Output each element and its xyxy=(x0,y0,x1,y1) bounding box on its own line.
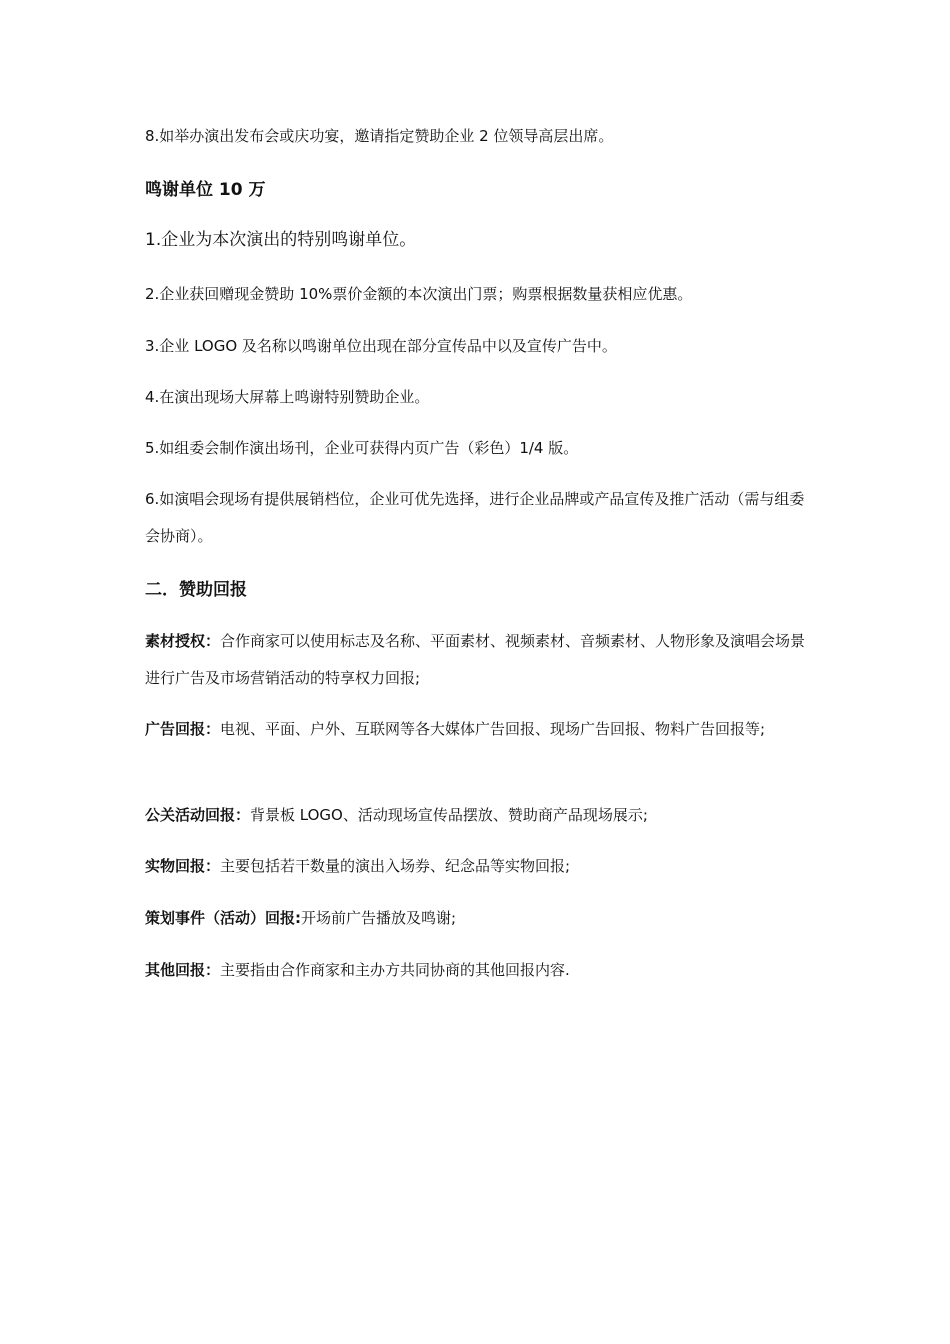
sponsor-item-8: 8.如举办演出发布会或庆功宴，邀请指定赞助企业 2 位领导高层出席。 xyxy=(145,127,614,145)
return-sep: ： xyxy=(235,806,251,824)
return-item xyxy=(145,711,810,748)
return-text: 主要包括若干数量的演出入场券、纪念品等实物回报; xyxy=(220,857,571,875)
thanks-item-6: 6.如演唱会现场有提供展销档位，企业可优先选择，进行企业品牌或产品宣传及推广活动（需与组委会协商）。 xyxy=(145,490,805,545)
return-sep: ： xyxy=(205,632,221,650)
return-text: 开场前广告播放及鸣谢; xyxy=(301,909,457,927)
return-text: 主要指由合作商家和主办方共同协商的其他回报内容. xyxy=(220,961,570,979)
return-text: 背景板 LOGO、活动现场宣传品摆放、赞助商产品现场展示; xyxy=(250,806,648,824)
return-sep: ： xyxy=(205,961,221,979)
thanks-item-4: 4.在演出现场大屏幕上鸣谢特别赞助企业。 xyxy=(145,388,430,406)
return-label: 实物回报 xyxy=(145,857,206,875)
return-item xyxy=(145,797,810,834)
return-item xyxy=(145,623,810,697)
return-text: 电视、平面、户外、互联网等各大媒体广告回报、现场广告回报、物料广告回报等; xyxy=(220,720,766,738)
return-label: 其他回报 xyxy=(145,961,206,979)
return-item xyxy=(145,848,810,885)
section-two-title: 二．赞助回报 xyxy=(145,580,247,600)
return-sep: ： xyxy=(205,720,221,738)
return-label: 广告回报 xyxy=(145,720,206,738)
return-label: 公关活动回报 xyxy=(145,806,236,824)
thanks-item-2: 2.企业获回赠现金赞助 10%票价金额的本次演出门票；购票根据数量获相应优惠。 xyxy=(145,285,693,303)
return-item xyxy=(145,900,810,937)
thanks-item-5: 5.如组委会制作演出场刊，企业可获得内页广告（彩色）1/4 版。 xyxy=(145,439,579,457)
thanks-item-3: 3.企业 LOGO 及名称以鸣谢单位出现在部分宣传品中以及宣传广告中。 xyxy=(145,337,617,355)
return-text: 合作商家可以使用标志及名称、平面素材、视频素材、音频素材、人物形象及演唱会场景进行广告及市场营销活动的特享权力回报; xyxy=(145,632,806,687)
return-sep: ： xyxy=(205,857,221,875)
return-label: 策划事件（活动）回报 xyxy=(145,909,296,927)
return-label: 素材授权 xyxy=(145,632,206,650)
section-thanks-title: 鸣谢单位 10 万 xyxy=(145,180,266,200)
return-item xyxy=(145,952,810,989)
thanks-item-1: 1.企业为本次演出的特别鸣谢单位。 xyxy=(145,230,417,250)
return-sep: : xyxy=(295,909,302,927)
